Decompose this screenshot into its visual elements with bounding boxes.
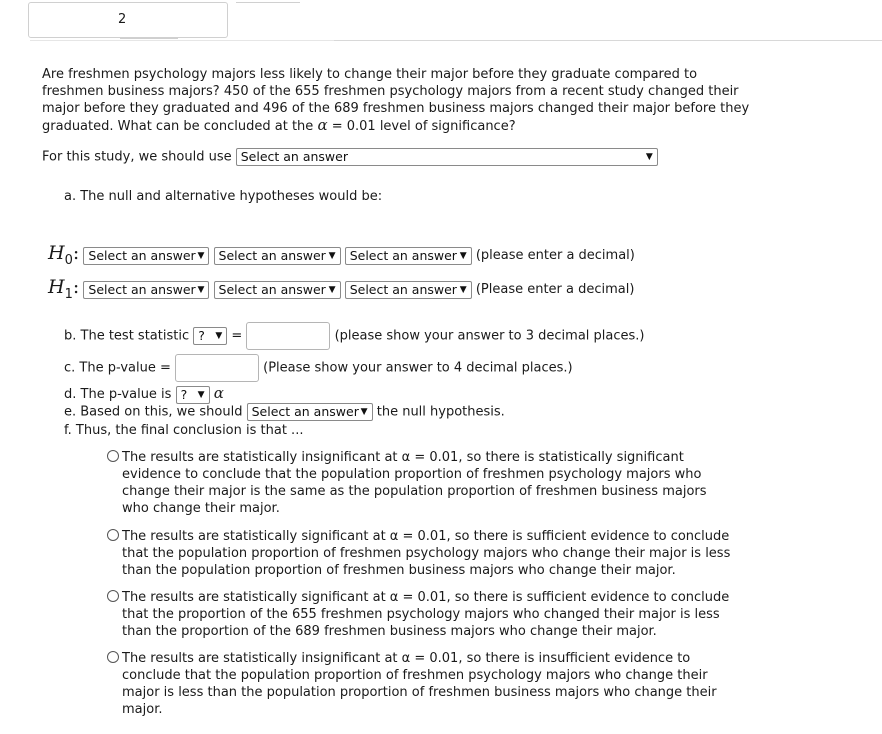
part-f-label: f. Thus, the final conclusion is that ...: [64, 423, 304, 438]
part-b-row: b. The test statistic ? ▼ = (please show your answer to 3 decimal places.): [64, 322, 644, 350]
h0-symbol: $H_0$:: [48, 242, 80, 268]
radio-button[interactable]: [107, 651, 119, 663]
chevron-down-icon: ▼: [360, 407, 368, 417]
h1-value-select[interactable]: Select an answer ▼: [345, 281, 472, 299]
alpha-symbol: α: [213, 384, 224, 402]
part-e-row: e. Based on this, we should Select an answer ▼ the null hypothesis.: [64, 404, 505, 420]
question-text: Are freshmen psychology majors less likely to change their major before they graduate compared to freshmen business majors? 450 of the 655 freshmen psychology majors from a recent study changed their major before they graduated and 496 of the 689 freshmen business majors changed their major before they graduated. What can be concluded at the α = 0.01 level of significance?: [42, 67, 750, 134]
p-value-input[interactable]: [175, 354, 259, 382]
chevron-down-icon: ▼: [197, 250, 205, 261]
radio-button[interactable]: [107, 590, 119, 602]
conclusion-option-1[interactable]: The results are statistically insignificant at α = 0.01, so there is statistically significant evidence to conclude that the population proportion of freshmen psychology majors who change their major is the same as the population proportion of freshmen business majors who change their major.: [107, 449, 737, 517]
chevron-down-icon: ▼: [215, 331, 223, 341]
chevron-down-icon: ▼: [459, 284, 467, 295]
test-statistic-select[interactable]: ? ▼: [193, 327, 227, 345]
h1-relation-select[interactable]: Select an answer ▼: [214, 281, 341, 299]
chevron-down-icon: ▼: [328, 250, 336, 261]
chevron-down-icon: ▼: [459, 250, 467, 261]
previous-question-box[interactable]: [28, 2, 228, 38]
conclusion-option-4[interactable]: The results are statistically insignificant at α = 0.01, so there is insufficient evidence to conclude that the population proportion of freshmen psychology majors who change their major is less than the population proportion of freshmen business majors who change their major.: [107, 650, 737, 718]
decision-select[interactable]: Select an answer ▼: [247, 403, 373, 421]
radio-button[interactable]: [107, 529, 119, 541]
part-c-row: c. The p-value = (Please show your answer to 4 decimal places.): [64, 354, 573, 382]
tab-underline: [120, 38, 178, 39]
study-row: For this study, we should use Select an answer ▼: [42, 148, 658, 166]
h1-row: $H_1$: Select an answer ▼ Select an answer ▼ Select an answer ▼ (Please enter a decimal): [48, 276, 635, 302]
chevron-down-icon: ▼: [197, 389, 205, 400]
h0-value-select[interactable]: Select an answer ▼: [345, 247, 472, 265]
chevron-down-icon: ▼: [328, 284, 336, 295]
radio-button[interactable]: [107, 450, 119, 462]
h1-parameter-select[interactable]: Select an answer ▼: [83, 281, 209, 299]
part-d-row: d. The p-value is ? ▼ α: [64, 384, 224, 402]
h0-relation-select[interactable]: Select an answer ▼: [214, 247, 341, 265]
study-method-select[interactable]: Select an answer ▼: [236, 148, 658, 166]
test-statistic-input[interactable]: [246, 322, 330, 350]
divider-dark: [334, 40, 882, 41]
alpha-symbol: α: [317, 116, 328, 134]
h0-parameter-select[interactable]: Select an answer ▼: [83, 247, 209, 265]
page-number: 2: [118, 12, 127, 27]
tab-placeholder: [236, 2, 300, 37]
conclusion-option-3[interactable]: The results are statistically significant at α = 0.01, so there is sufficient evidence to conclude that the proportion of the 655 freshmen psychology majors who changed their major is less than the proportion of the 689 freshmen business majors who change their major.: [107, 589, 737, 640]
h0-row: $H_0$: Select an answer ▼ Select an answer ▼ Select an answer ▼ (please enter a decimal): [48, 242, 635, 268]
h1-symbol: $H_1$:: [48, 276, 80, 302]
conclusion-option-2[interactable]: The results are statistically significant at α = 0.01, so there is sufficient evidence to conclude that the population proportion of freshmen psychology majors who change their major is less than the population proportion of freshmen business majors who change their major.: [107, 528, 737, 579]
chevron-down-icon: ▼: [645, 152, 653, 162]
chevron-down-icon: ▼: [197, 284, 205, 295]
p-value-comparison-select[interactable]: ? ▼: [176, 386, 210, 404]
part-a-label: a. The null and alternative hypotheses would be:: [64, 189, 383, 204]
